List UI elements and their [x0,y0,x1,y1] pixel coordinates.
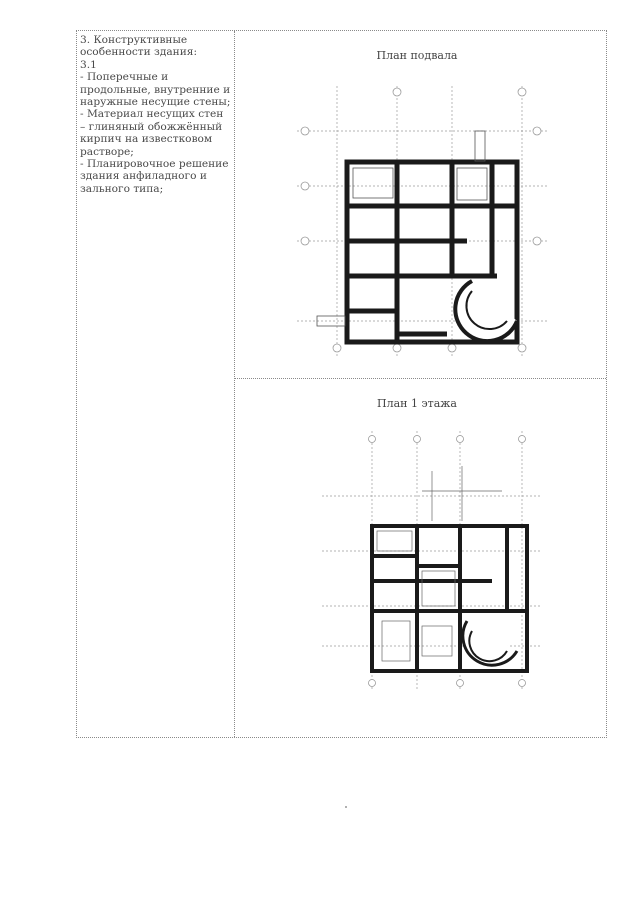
column-divider [234,31,235,737]
section-number: 3.1 [80,58,97,71]
section-item-1: - Поперечные и продольные, внутренние и наружные несущие стены; [80,71,231,109]
section-item-3: - Планировочное решение здания анфиладного и зального типа; [80,158,229,195]
document-table [76,30,607,738]
page-dot-mark [345,806,347,808]
first-floor-plan-drawing [302,431,552,701]
section-heading: 3. Конструктивные особенности здания: [80,34,198,59]
first-floor-plan-title: План 1 этажа [377,397,457,410]
section-text [80,34,232,195]
basement-plan-drawing [297,86,547,371]
row-divider [234,378,606,379]
section-item-2: - Материал несущих стен – глиняный обожжённый кирпич на известковом растворе; [80,108,224,158]
basement-plan-title: План подвала [376,49,458,62]
